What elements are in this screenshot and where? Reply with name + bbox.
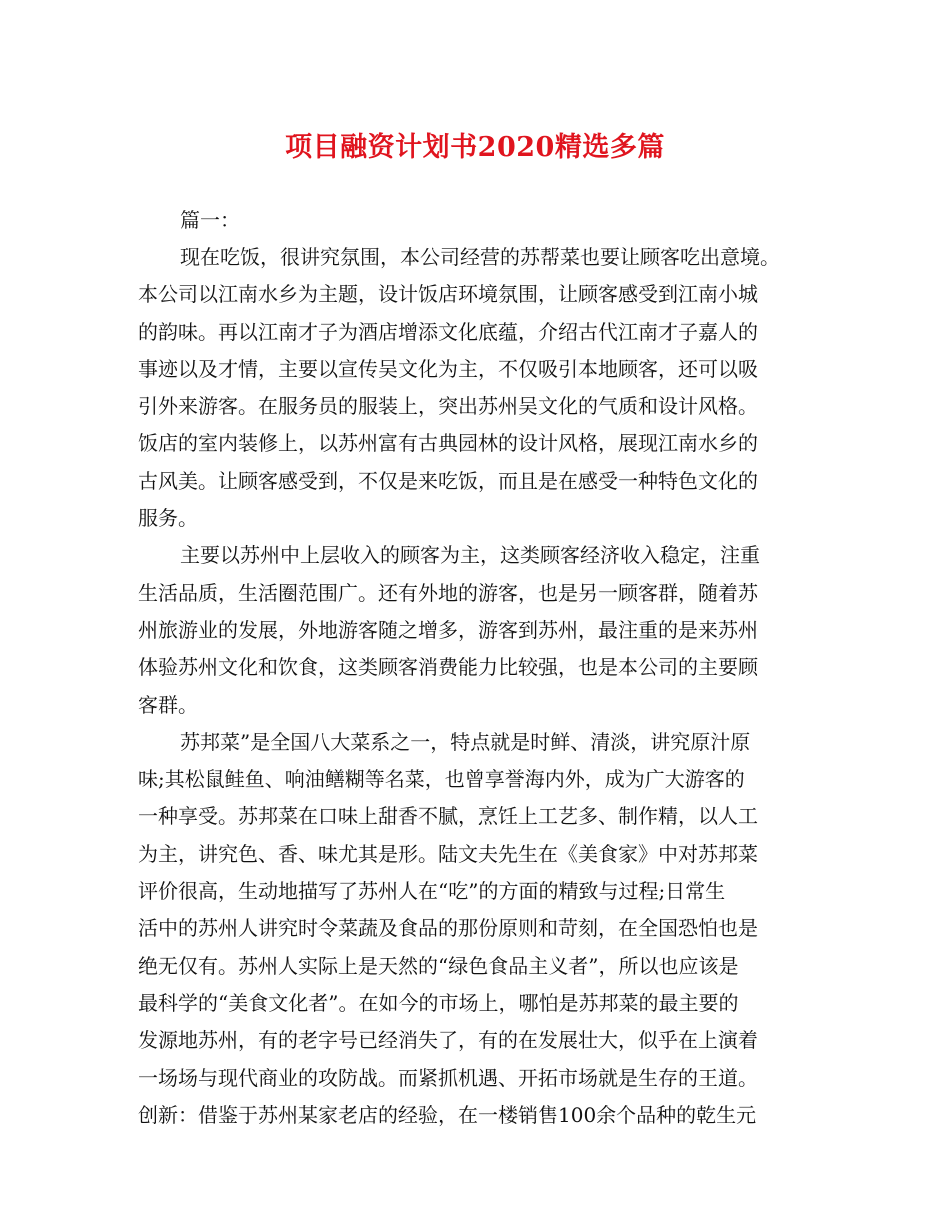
text-line: 客群。	[138, 692, 198, 717]
text-line: 古风美。让顾客感受到，不仅是来吃饭，而且是在感受一种特色文化的	[138, 468, 758, 493]
text-line: 最科学的“美食文化者”。在如今的市场上，哪怕是苏邦菜的最主要的	[138, 990, 739, 1015]
text-line: 创新：借鉴于苏州某家老店的经验，在一楼销售100余个品种的乾生元	[138, 1102, 757, 1127]
text-line: 生活品质，生活圈范围广。还有外地的游客，也是另一顾客群，随着苏	[138, 580, 758, 605]
text-line: 州旅游业的发展，外地游客随之增多，游客到苏州，最注重的是来苏州	[138, 617, 758, 642]
text-line: 为主，讲究色、香、味尤其是形。陆文夫先生在《美食家》中对苏邦菜	[138, 841, 758, 866]
text-line: 一场场与现代商业的攻防战。而紧抓机遇、开拓市场就是生存的王道。	[138, 1065, 758, 1090]
document-body	[138, 239, 828, 1134]
section-label: 篇一：	[180, 208, 240, 232]
text-line: 一种享受。苏邦菜在口味上甜香不腻，烹饪上工艺多、制作精，以人工	[138, 804, 758, 829]
text-line: 发源地苏州，有的老字号已经消失了，有的在发展壮大，似乎在上演着	[138, 1028, 758, 1053]
text-line: 事迹以及才情，主要以宣传吴文化为主，不仅吸引本地顾客，还可以吸	[138, 356, 758, 381]
text-line: 饭店的室内装修上，以苏州富有古典园林的设计风格，展现江南水乡的	[138, 431, 758, 456]
text-line: 主要以苏州中上层收入的顾客为主，这类顾客经济收入稳定，注重	[180, 543, 760, 568]
text-line: 的韵味。再以江南才子为酒店增添文化底蕴，介绍古代江南才子嘉人的	[138, 319, 758, 344]
text-line: 活中的苏州人讲究时令菜蔬及食品的那份原则和苛刻，在全国恐怕也是	[138, 916, 758, 941]
text-line: 绝无仅有。苏州人实际上是天然的“绿色食品主义者”，所以也应该是	[138, 953, 739, 978]
text-line: 现在吃饭，很讲究氛围，本公司经营的苏帮菜也要让顾客吃出意境。	[180, 245, 780, 269]
text-line: 味;其松鼠鲑鱼、响油鳝糊等名菜，也曾享誉海内外，成为广大游客的	[138, 767, 745, 792]
text-line: 本公司以江南水乡为主题，设计饭店环境氛围，让顾客感受到江南小城	[138, 282, 758, 307]
text-line: 引外来游客。在服务员的服装上，突出苏州吴文化的气质和设计风格。	[138, 394, 758, 419]
document-title: 项目融资计划书2020精选多篇	[285, 132, 665, 163]
text-line: 服务。	[138, 506, 198, 531]
text-line: 体验苏州文化和饮食，这类顾客消费能力比较强，也是本公司的主要顾	[138, 655, 758, 680]
text-line: 苏邦菜”是全国八大菜系之一，特点就是时鲜、清淡，讲究原汁原	[180, 729, 751, 754]
text-line: 评价很高，生动地描写了苏州人在“吃”的方面的精致与过程;日常生	[138, 879, 726, 904]
